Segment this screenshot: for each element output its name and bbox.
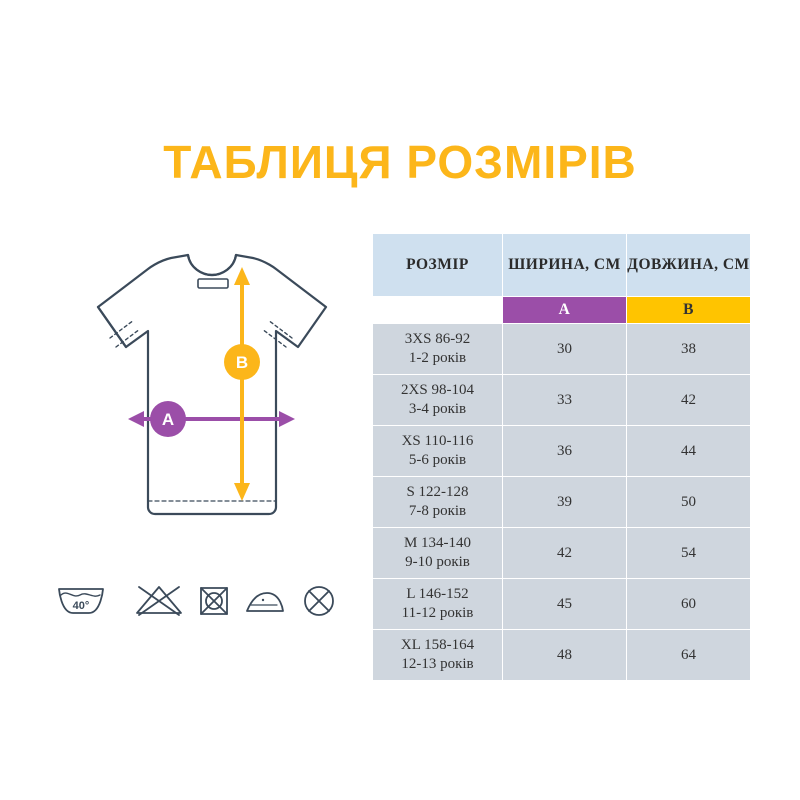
do-not-dry-clean-icon [305, 587, 333, 615]
marker-b-label: B [235, 353, 249, 372]
table-row [373, 630, 751, 681]
cell-length: 64 [627, 630, 751, 681]
marker-cell-a: A [503, 297, 627, 324]
table-marker-row [373, 297, 751, 324]
cell-length: 38 [627, 324, 751, 375]
cell-width: 42 [503, 528, 627, 579]
cell-length: 44 [627, 426, 751, 477]
table-row [373, 426, 751, 477]
marker-cell-b: B [627, 297, 751, 324]
table-row [373, 528, 751, 579]
cell-size: XS 110-116 5-6 років [373, 426, 503, 477]
cell-width: 45 [503, 579, 627, 630]
tshirt-diagram [30, 235, 360, 565]
cell-size: M 134-140 9-10 років [373, 528, 503, 579]
cell-length: 42 [627, 375, 751, 426]
size-table [372, 233, 751, 681]
cell-width: 48 [503, 630, 627, 681]
cell-width: 39 [503, 477, 627, 528]
do-not-bleach-icon [137, 587, 181, 615]
col-header-size: РОЗМІР [373, 234, 503, 297]
col-header-width: ШИРИНА, СМ [503, 234, 627, 297]
table-row [373, 477, 751, 528]
neck-label-icon [198, 279, 228, 288]
col-header-length: ДОВЖИНА, СМ [627, 234, 751, 297]
marker-blank-cell [373, 297, 503, 324]
cell-width: 33 [503, 375, 627, 426]
page-title: ТАБЛИЦЯ РОЗМІРІВ [163, 136, 637, 188]
table-row [373, 579, 751, 630]
cell-width: 36 [503, 426, 627, 477]
table-header-row [373, 234, 751, 297]
cell-size: 2XS 98-104 3-4 років [373, 375, 503, 426]
cell-size: L 146-152 11-12 років [373, 579, 503, 630]
marker-a-label: A [161, 410, 175, 429]
table-row [373, 375, 751, 426]
cell-size: S 122-128 7-8 років [373, 477, 503, 528]
cell-size: 3XS 86-92 1-2 років [373, 324, 503, 375]
cell-length: 60 [627, 579, 751, 630]
iron-low-icon [247, 593, 283, 611]
cell-length: 50 [627, 477, 751, 528]
cell-length: 54 [627, 528, 751, 579]
cell-width: 30 [503, 324, 627, 375]
wash-40-icon [59, 589, 103, 613]
cell-size: XL 158-164 12-13 років [373, 630, 503, 681]
table-row [373, 324, 751, 375]
care-instructions-icons [55, 575, 345, 625]
wash-temp-label: 40° [72, 600, 90, 612]
do-not-tumble-dry-icon [201, 588, 227, 614]
